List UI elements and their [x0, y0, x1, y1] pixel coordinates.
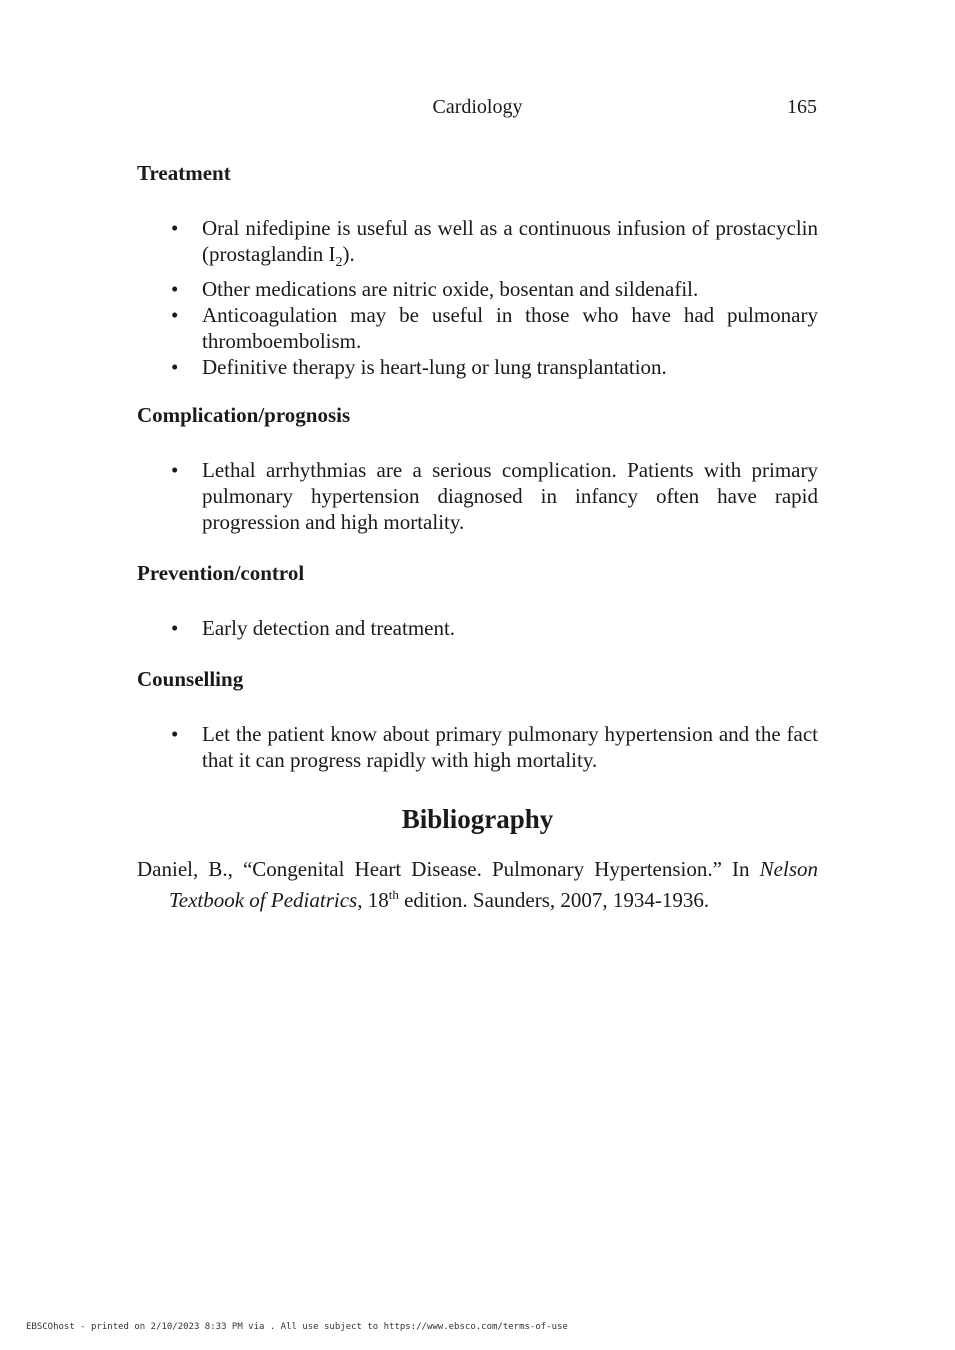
- complication-list: [0, 457, 955, 535]
- list-item-text: Oral nifedipine is useful as well as a continuous infusion of prostacyclin (prostaglandin I: [202, 216, 818, 266]
- subscript-text: 2: [335, 255, 343, 271]
- bibliography-heading: Bibliography: [401, 804, 554, 834]
- bib-book-title: Nelson Textbook of Pediatrics: [169, 857, 818, 912]
- list-item: [171, 276, 818, 302]
- bib-entry-mid: , 18: [357, 888, 389, 912]
- list-item-text: Early detection and treatment.: [202, 616, 456, 640]
- list-item-text-tail: ).: [342, 242, 355, 266]
- running-header-title: Cardiology: [432, 96, 523, 118]
- list-item: [171, 721, 818, 773]
- list-item-text: Definitive therapy is heart-lung or lung transplantation.: [202, 355, 667, 380]
- section-heading-counselling: Counselling: [137, 667, 244, 691]
- list-item: [171, 215, 818, 276]
- bibliography-entry: [137, 856, 818, 913]
- bib-entry-lead: Daniel, B., “Congenital Heart Disease. Pulmonary Hypertension.” In: [137, 857, 760, 881]
- list-item: [171, 354, 818, 380]
- bullet-icon: •: [171, 303, 179, 328]
- list-item-text: Let the patient know about primary pulmonary hypertension and the fact that it can progress rapidly with high mortality.: [202, 722, 818, 772]
- prevention-list: [0, 615, 955, 641]
- bullet-icon: •: [171, 355, 179, 380]
- bullet-icon: •: [171, 458, 179, 482]
- list-item: [171, 615, 818, 641]
- list-item-text: Lethal arrhythmias are a serious complication. Patients with primary pulmonary hypertension diagnosed in infancy often have rapid progression and high mortality.: [202, 458, 818, 534]
- treatment-list: [0, 215, 955, 380]
- bullet-icon: •: [171, 277, 179, 302]
- counselling-list: [0, 721, 955, 773]
- bullet-icon: •: [171, 722, 179, 746]
- bullet-icon: •: [171, 216, 179, 240]
- list-item: [171, 302, 818, 354]
- list-item-text: Other medications are nitric oxide, bosentan and sildenafil.: [202, 277, 699, 302]
- list-item-text: Anticoagulation may be useful in those who have had pulmonary thromboembolism.: [202, 303, 818, 354]
- section-heading-prevention: Prevention/control: [137, 561, 305, 585]
- section-heading-complication: Complication/prognosis: [137, 403, 351, 427]
- bullet-icon: •: [171, 616, 179, 640]
- bib-entry-tail: edition. Saunders, 2007, 1934-1936.: [398, 888, 710, 912]
- list-item: [171, 457, 818, 535]
- section-heading-treatment: Treatment: [137, 161, 231, 185]
- footer-note: EBSCOhost - printed on 2/10/2023 8:33 PM via . All use subject to https://www.ebsco.com/terms-of-use: [26, 1322, 568, 1332]
- bib-edition-superscript: th: [388, 887, 399, 902]
- page-number: 165: [787, 96, 817, 118]
